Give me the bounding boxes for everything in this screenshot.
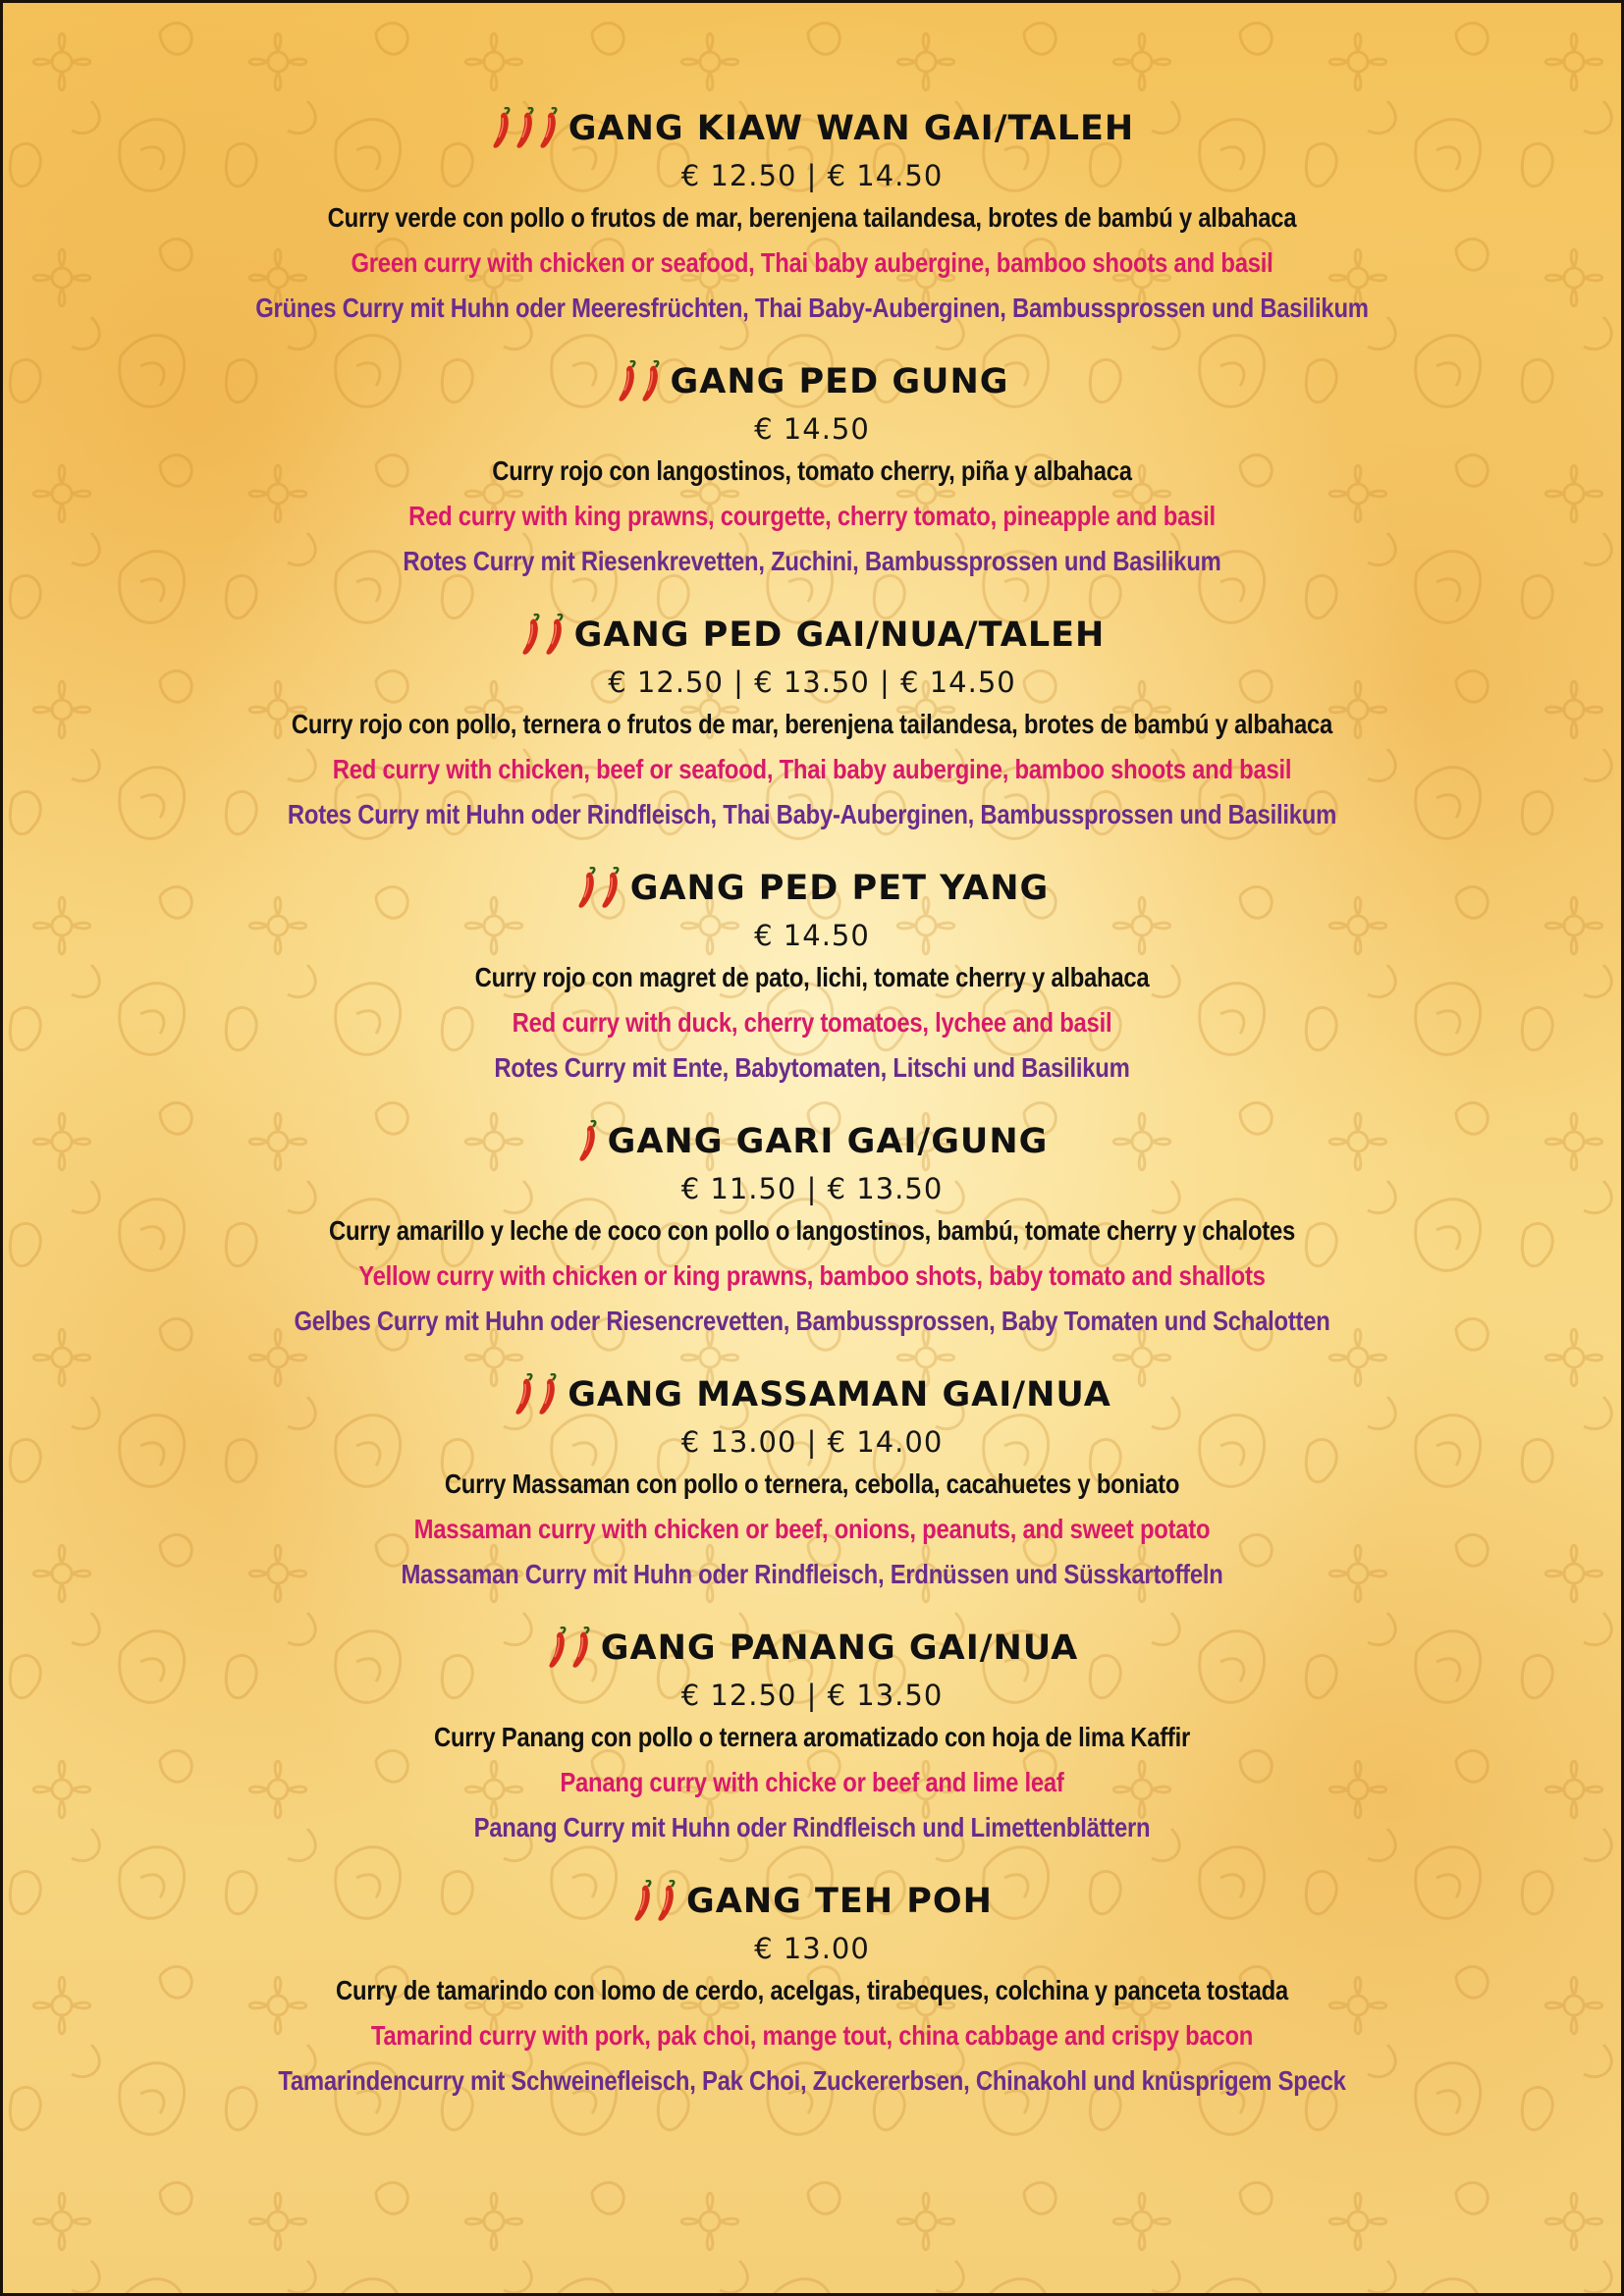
- dish-item: [3, 608, 1621, 861]
- description-spanish: Curry rojo con pollo, ternera o frutos de mar, berenjena tailandesa, brotes de bambú y albahaca: [291, 709, 1333, 739]
- dish-price: € 14.50: [754, 919, 870, 952]
- curry-menu-list: [3, 101, 1621, 2127]
- description-spanish: Curry rojo con magret de pato, lichi, tomate cherry y albahaca: [474, 962, 1150, 992]
- dish-price: € 12.50 | € 14.50: [680, 159, 944, 192]
- dish-item: [3, 101, 1621, 354]
- chili-pepper-icon: [639, 360, 661, 403]
- chili-pepper-icon: [631, 1880, 653, 1923]
- chili-pepper-icon: [569, 1627, 591, 1670]
- chili-pepper-icon: [546, 1627, 568, 1670]
- description-german: Rotes Curry mit Riesenkrevetten, Zuchini, Bambussprossen und Basilikum: [403, 546, 1221, 576]
- chili-pepper-icon: [537, 107, 559, 150]
- chili-pepper-icon: [519, 614, 541, 657]
- dish-title: GANG TEH POH: [686, 1882, 993, 1921]
- dish-header: [3, 101, 1621, 156]
- dish-item: [3, 861, 1621, 1114]
- description-english: Green curry with chicken or seafood, Thai baby aubergine, bamboo shoots and basil: [351, 247, 1273, 278]
- description-english: Panang curry with chicke or beef and lime leaf: [560, 1767, 1064, 1797]
- dish-price: € 13.00: [754, 1932, 870, 1965]
- dish-item: [3, 1621, 1621, 1874]
- spice-level: [513, 1372, 558, 1417]
- dish-item: [3, 1367, 1621, 1621]
- spice-level: [519, 613, 565, 658]
- description-english: Red curry with chicken, beef or seafood, Thai baby aubergine, bamboo shoots and basil: [332, 754, 1292, 784]
- dish-title: GANG PED PET YANG: [629, 869, 1050, 908]
- description-spanish: Curry verde con pollo o frutos de mar, berenjena tailandesa, brotes de bambú y albahaca: [327, 202, 1297, 233]
- dish-price: € 13.00 | € 14.00: [680, 1425, 944, 1459]
- dish-price: € 12.50 | € 13.50 | € 14.50: [608, 666, 1016, 699]
- chili-pepper-icon: [616, 360, 637, 403]
- dish-header: [3, 1621, 1621, 1676]
- dish-header: [3, 1114, 1621, 1169]
- dish-item: [3, 354, 1621, 608]
- description-german: Grünes Curry mit Huhn oder Meeresfrüchten, Thai Baby-Auberginen, Bambussprossen und Basilikum: [255, 293, 1369, 323]
- dish-price: € 12.50 | € 13.50: [680, 1679, 944, 1712]
- chili-pepper-icon: [543, 614, 565, 657]
- dish-title: GANG MASSAMAN GAI/NUA: [568, 1375, 1111, 1415]
- dish-title: GANG GARI GAI/GUNG: [607, 1122, 1049, 1161]
- description-english: Massaman curry with chicken or beef, onions, peanuts, and sweet potato: [413, 1514, 1211, 1544]
- chili-pepper-icon: [576, 1120, 598, 1163]
- spice-level: [575, 866, 621, 911]
- dish-header: [3, 1367, 1621, 1422]
- dish-title: GANG PANANG GAI/NUA: [600, 1629, 1079, 1668]
- dish-price: € 11.50 | € 13.50: [680, 1172, 944, 1205]
- dish-header: [3, 1874, 1621, 1929]
- dish-title: GANG KIAW WAN GAI/TALEH: [568, 109, 1135, 148]
- spice-level: [631, 1879, 677, 1924]
- chili-pepper-icon: [490, 107, 512, 150]
- description-english: Red curry with duck, cherry tomatoes, lychee and basil: [512, 1007, 1112, 1038]
- dish-item: [3, 1114, 1621, 1367]
- dish-header: [3, 608, 1621, 663]
- chili-pepper-icon: [655, 1880, 677, 1923]
- chili-pepper-icon: [599, 867, 621, 910]
- chili-pepper-icon: [575, 867, 597, 910]
- description-spanish: Curry Massaman con pollo o ternera, cebolla, cacahuetes y boniato: [444, 1468, 1180, 1499]
- description-german: Gelbes Curry mit Huhn oder Riesencrevetten, Bambussprossen, Baby Tomaten und Schalotten: [294, 1306, 1330, 1336]
- description-german: Tamarindencurry mit Schweinefleisch, Pak Choi, Zuckererbsen, Chinakohl und knüsprigem Speck: [278, 2065, 1346, 2096]
- spice-level: [546, 1626, 591, 1671]
- description-german: Massaman Curry mit Huhn oder Rindfleisch, Erdnüssen und Süsskartoffeln: [401, 1559, 1223, 1589]
- description-spanish: Curry de tamarindo con lomo de cerdo, acelgas, tirabeques, colchina y panceta tostada: [336, 1975, 1288, 2005]
- dish-price: € 14.50: [754, 412, 870, 446]
- description-spanish: Curry rojo con langostinos, tomato cherry, piña y albahaca: [492, 455, 1132, 486]
- description-spanish: Curry amarillo y leche de coco con pollo o langostinos, bambú, tomate cherry y chalotes: [329, 1215, 1295, 1246]
- spice-level: [576, 1119, 598, 1164]
- description-german: Panang Curry mit Huhn oder Rindfleisch und Limettenblättern: [473, 1812, 1151, 1842]
- description-english: Red curry with king prawns, courgette, cherry tomato, pineapple and basil: [408, 501, 1216, 531]
- dish-header: [3, 354, 1621, 409]
- chili-pepper-icon: [514, 107, 535, 150]
- dish-item: [3, 1874, 1621, 2127]
- dish-header: [3, 861, 1621, 916]
- spice-level: [616, 359, 661, 404]
- description-english: Yellow curry with chicken or king prawns, bamboo shots, baby tomato and shallots: [358, 1260, 1266, 1291]
- dish-title: GANG PED GUNG: [670, 362, 1009, 401]
- description-german: Rotes Curry mit Ente, Babytomaten, Litschi und Basilikum: [494, 1052, 1130, 1083]
- description-english: Tamarind curry with pork, pak choi, mange tout, china cabbage and crispy bacon: [370, 2020, 1254, 2051]
- description-spanish: Curry Panang con pollo o ternera aromatizado con hoja de lima Kaffir: [433, 1722, 1190, 1752]
- description-german: Rotes Curry mit Huhn oder Rindfleisch, Thai Baby-Auberginen, Bambussprossen und Basilikum: [287, 799, 1337, 829]
- spice-level: [490, 106, 559, 151]
- dish-title: GANG PED GAI/NUA/TALEH: [573, 615, 1106, 655]
- chili-pepper-icon: [536, 1373, 558, 1416]
- chili-pepper-icon: [513, 1373, 534, 1416]
